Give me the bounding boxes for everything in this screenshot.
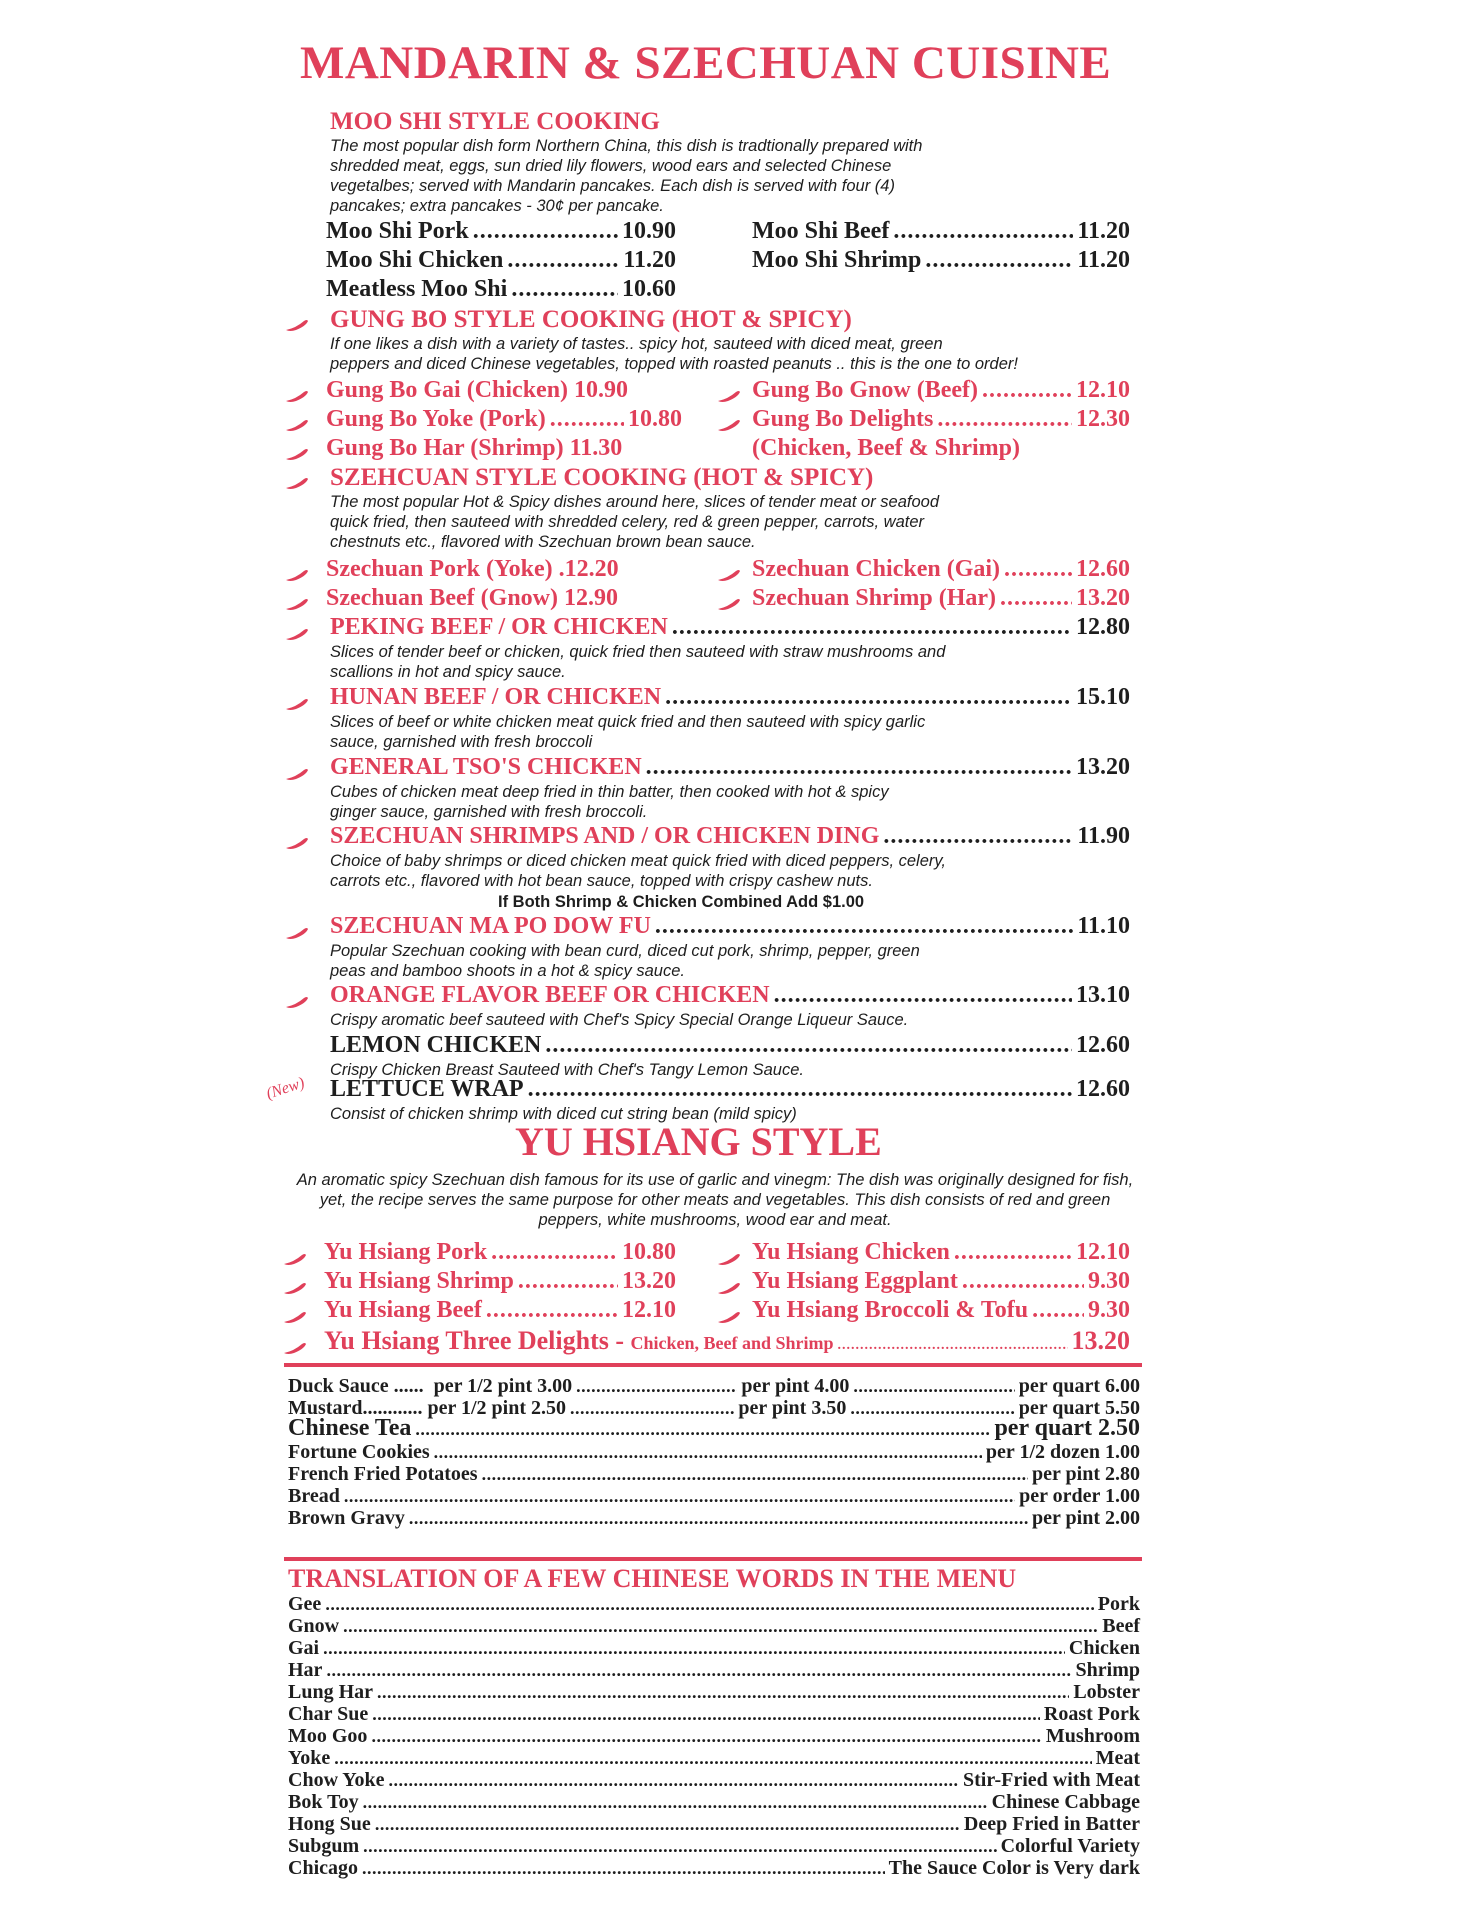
extra-row: Duck Sauce ...... per 1/2 pint 3.00 ..... per pint 4.00 ..... per quart 6.00 [288,1376,1140,1397]
menu-item [326,218,676,245]
item-name: SZECHUAN SHRIMPS AND / OR CHICKEN DING [330,823,880,849]
translation-row [288,1770,1140,1791]
item-price: 12.10 [1076,1239,1130,1265]
item-name: GENERAL TSO'S CHICKEN [330,754,642,780]
desc-line: If one likes a dish with a variety of tastes.. spicy hot, sauteed with diced meat, green [330,335,943,353]
extra-name: Bread [288,1485,340,1507]
desc-line: Crispy Chicken Breast Sauteed with Chef's Tangy Lemon Sauce. [330,1061,804,1079]
szechuan-heading: SZEHCUAN STYLE COOKING (HOT & SPICY) [330,464,874,491]
item-price: 13.20 [1071,1326,1130,1355]
menu-item [330,823,1130,850]
item-price: 11.20 [1077,218,1130,244]
chinese-word: Bok Toy [288,1791,359,1813]
desc-line: pancakes; extra pancakes - 30¢ per pancake. [330,197,664,215]
hot-pepper-icon [716,1252,742,1266]
item-name: Yu Hsiang Chicken [752,1239,950,1265]
extra-price: per pint 2.00 [1032,1507,1140,1529]
gung-bo-delights-note: (Chicken, Beef & Shrimp) [752,435,1020,461]
hot-pepper-icon [716,568,742,582]
item-price: 13.10 [1076,982,1130,1008]
item-desc [330,712,925,752]
item-desc [330,851,946,891]
moo-shi-heading: MOO SHI STYLE COOKING [330,108,660,135]
item-name: Yu Hsiang Eggplant [752,1268,958,1294]
word-meaning: Shrimp [1075,1659,1140,1681]
translation-row [288,1792,1140,1813]
hot-pepper-icon [284,767,310,781]
item-name: Gung Bo Delights [752,406,934,432]
menu-item [330,684,1130,711]
word-meaning: Pork [1097,1593,1140,1615]
translation-row [288,1594,1140,1615]
menu-item [752,247,1130,274]
hot-pepper-icon [284,627,310,641]
word-meaning: Roast Pork [1043,1703,1140,1725]
item-price: 12.30 [1076,406,1130,432]
desc-line: carrots etc., flavored with hot bean sauce, topped with crispy cashew nuts. [330,872,873,890]
hot-pepper-icon [284,389,310,403]
chinese-word: Char Sue [288,1703,369,1725]
gung-bo-desc [330,334,1018,374]
item-name: Yu Hsiang Three Delights - [324,1326,625,1355]
item-price: 10.60 [622,276,676,302]
item-name: LETTUCE WRAP [330,1076,524,1102]
desc-line: Slices of tender beef or chicken, quick fried then sauteed with straw mushrooms and [330,643,946,661]
word-meaning: Beef [1102,1615,1140,1637]
hot-pepper-icon [716,418,742,432]
item-desc [330,1010,908,1030]
extra-name: Fortune Cookies [288,1441,430,1463]
combined-note: If Both Shrimp & Chicken Combined Add $1.00 [498,893,865,911]
chinese-word: Yoke [288,1747,331,1769]
chinese-word: Gai [288,1637,320,1659]
chinese-word: Har [288,1659,323,1681]
item-price: 10.90 [622,218,676,244]
item-price: 10.80 [622,1239,676,1265]
item-name: HUNAN BEEF / OR CHICKEN [330,684,662,710]
menu-item [330,1076,1130,1103]
extra-name: Mustard [288,1397,363,1419]
hot-pepper-icon [282,1281,308,1295]
item-desc [330,642,945,682]
extra-name: French Fried Potatoes [288,1463,478,1485]
menu-item [326,585,682,612]
desc-line: sauce, garnished with fresh broccoli [330,733,593,751]
desc-line: shredded meat, eggs, sun dried lily flowers, wood ears and selected Chinese [330,157,892,175]
item-name: Szechuan Beef (Gnow) [326,585,558,611]
new-badge: (New) [264,1074,307,1103]
extra-price: per order 1.00 [1019,1485,1140,1507]
hot-pepper-icon [284,568,310,582]
menu-item [326,247,676,274]
extra-price: per 1/2 dozen 1.00 [985,1441,1140,1463]
hot-pepper-icon [284,476,310,490]
chinese-word: Gee [288,1593,322,1615]
item-name: Gung Bo Gai (Chicken) [326,377,569,403]
hot-pepper-icon [284,836,310,850]
chinese-word: Subgum [288,1835,360,1857]
item-name: Moo Shi Beef [752,218,890,244]
hot-pepper-icon [284,318,310,332]
menu-item [752,1268,1130,1295]
item-price: 12.90 [563,585,618,611]
menu-item [326,406,682,433]
yu-hsiang-heading: YU HSIANG STYLE [515,1119,882,1164]
item-price: 9.30 [1088,1268,1130,1294]
item-price: 12.60 [1076,1076,1130,1102]
menu-item [752,1297,1130,1324]
hot-pepper-icon [284,926,310,940]
menu-item [324,1326,1130,1356]
hot-pepper-icon [284,697,310,711]
menu-item [752,218,1130,245]
item-price: 15.10 [1076,684,1130,710]
item-price: 12.60 [1076,556,1130,582]
item-price: 12.20 [564,556,619,582]
extra-row [288,1464,1140,1485]
item-name: LEMON CHICKEN [330,1032,542,1058]
word-meaning: Mushroom [1045,1725,1140,1747]
translation-row [288,1748,1140,1769]
desc-line: Crispy aromatic beef sauteed with Chef's Spicy Special Orange Liqueur Sauce. [330,1011,909,1029]
szechuan-desc [330,492,939,552]
word-meaning: Colorful Variety [1000,1835,1140,1857]
item-desc [330,782,889,822]
item-name: Meatless Moo Shi [326,276,508,302]
item-name: Yu Hsiang Shrimp [324,1268,514,1294]
menu-item [324,1297,676,1324]
item-name: Yu Hsiang Beef [324,1297,482,1323]
item-price: 9.30 [1088,1297,1130,1323]
chinese-word: Chicago [288,1857,358,1879]
divider [284,1363,1142,1367]
chinese-word: Hong Sue [288,1813,371,1835]
hot-pepper-icon [282,1310,308,1324]
translation-heading: TRANSLATION OF A FEW CHINESE WORDS IN THE MENU [288,1564,1017,1593]
extra-row: Mustard ............ per 1/2 pint 2.50 ..... per pint 3.50 ..... per quart 5.50 [288,1398,1140,1419]
desc-line: peppers and diced Chinese vegetables, topped with roasted peanuts .. this is the one to order! [330,355,1018,373]
extra-price: per pint 4.00 [741,1375,850,1397]
gung-bo-heading: GUNG BO STYLE COOKING (HOT & SPICY) [330,306,852,333]
item-name: Szechuan Pork (Yoke) [326,556,553,582]
translation-row [288,1682,1140,1703]
hot-pepper-icon [716,1310,742,1324]
word-meaning: Deep Fried in Batter [963,1813,1140,1835]
hot-pepper-icon [716,597,742,611]
desc-line: vegetalbes; served with Mandarin pancakes. Each dish is served with four (4) [330,177,895,195]
menu-item [324,1268,676,1295]
menu-item [330,754,1130,781]
extra-price: per 1/2 pint 3.00 [433,1375,573,1397]
extra-row [288,1442,1140,1463]
hot-pepper-icon [282,1252,308,1266]
item-price: 13.20 [622,1268,676,1294]
item-name: Yu Hsiang Broccoli & Tofu [752,1297,1029,1323]
extra-row [288,1508,1140,1529]
desc-line: ginger sauce, garnished with fresh broccoli. [330,803,648,821]
hot-pepper-icon [282,1341,308,1355]
desc-line: Popular Szechuan cooking with bean curd, diced cut pork, shrimp, pepper, green [330,942,920,960]
item-name: Szechuan Shrimp (Har) [752,585,997,611]
menu-item: Szechuan Pork (Yoke) . 12.20 [326,556,619,582]
item-name: Moo Shi Chicken [326,247,504,273]
item-price: 12.10 [622,1297,676,1323]
item-price: 11.30 [569,435,623,461]
menu-item [752,377,1130,404]
menu-item [326,276,676,303]
extra-price: per quart 6.00 [1018,1375,1141,1397]
extra-price: per quart 5.50 [1018,1397,1141,1419]
extra-row [288,1486,1140,1507]
item-price: 11.20 [1077,247,1130,273]
item-name: Moo Shi Shrimp [752,247,922,273]
hot-pepper-icon [716,389,742,403]
translation-row [288,1616,1140,1637]
word-meaning: Chinese Cabbage [991,1791,1140,1813]
chinese-word: Chow Yoke [288,1769,385,1791]
translation-row [288,1836,1140,1857]
desc-line: peas and bamboo shoots in a hot & spicy sauce. [330,962,685,980]
hot-pepper-icon [716,1281,742,1295]
yu-hsiang-desc: An aromatic spicy Szechuan dish famous for its use of garlic and vinegm: The dish was originally designed for fish, yet, the recipe serves the same purpose for other meats and vegetables. This dish consists of red and green peppers, white mushrooms, wood ear and meat. [296,1171,1134,1229]
extra-name: Duck Sauce [288,1375,389,1397]
item-name: Gung Bo Yoke (Pork) [326,406,546,432]
item-price: 13.20 [1076,585,1130,611]
item-desc [330,941,920,981]
word-meaning: Lobster [1073,1681,1140,1703]
desc-line: Cubes of chicken meat deep fried in thin batter, then cooked with hot & spicy [330,783,889,801]
item-price: 11.90 [1077,823,1130,849]
extra-name: Brown Gravy [288,1507,405,1529]
item-price: 12.60 [1076,1032,1130,1058]
item-price: 11.20 [623,247,676,273]
menu-item [330,1032,1130,1059]
item-name: Gung Bo Gnow (Beef) [752,377,979,403]
hot-pepper-icon [284,995,310,1009]
item-price: 13.20 [1076,754,1130,780]
item-price: 11.10 [1077,913,1130,939]
extra-price: per 1/2 pint 2.50 [427,1397,566,1419]
menu-item [752,406,1130,433]
chinese-word: Moo Goo [288,1725,368,1747]
hot-pepper-icon [284,597,310,611]
translation-row [288,1858,1140,1879]
item-price: 12.10 [1076,377,1130,403]
moo-shi-desc [330,136,922,216]
word-meaning: Meat [1095,1747,1140,1769]
translation-row [288,1638,1140,1659]
page-title: MANDARIN & SZECHUAN CUISINE [300,37,1112,89]
translation-row [288,1814,1140,1835]
extra-price: per pint 3.50 [738,1397,847,1419]
item-sub: Chicken, Beef and Shrimp [630,1333,834,1353]
item-name: Gung Bo Har (Shrimp) [326,435,564,461]
item-name: Moo Shi Pork [326,218,469,244]
chinese-word: Gnow [288,1615,340,1637]
desc-line: quick fried, then sauteed with shredded celery, red & green pepper, carrots, water [330,513,925,531]
menu-item [330,913,1130,940]
divider [284,1557,1142,1561]
item-name: Szechuan Chicken (Gai) [752,556,1001,582]
menu-item [326,435,682,462]
menu-item [330,982,1130,1009]
item-name: ORANGE FLAVOR BEEF OR CHICKEN [330,982,770,1008]
desc-line: Choice of baby shrimps or diced chicken meat quick fried with diced peppers, celery, [330,852,946,870]
translation-row [288,1726,1140,1747]
desc-line: Slices of beef or white chicken meat quick fried and then sauteed with spicy garlic [330,713,926,731]
menu-item [330,614,1130,641]
menu-item [752,585,1130,612]
menu-item [326,377,682,404]
extra-price: per quart 2.50 [994,1415,1140,1441]
extra-row [288,1415,1140,1441]
desc-line: Consist of chicken shrimp with diced cut string bean (mild spicy) [330,1105,797,1123]
item-name: Yu Hsiang Pork [324,1239,488,1265]
item-name: PEKING BEEF / OR CHICKEN [330,614,668,640]
desc-line: The most popular Hot & Spicy dishes around here, slices of tender meat or seafood [330,493,939,511]
menu-item [752,556,1130,583]
item-name: SZECHUAN MA PO DOW FU [330,913,651,939]
desc-line: The most popular dish form Northern China, this dish is tradtionally prepared with [330,137,923,155]
chinese-word: Lung Har [288,1681,374,1703]
word-meaning: Chicken [1068,1637,1140,1659]
hot-pepper-icon [284,418,310,432]
extra-price: per pint 2.80 [1032,1463,1140,1485]
menu-item [752,1239,1130,1266]
desc-line: scallions in hot and spicy sauce. [330,663,566,681]
menu-item [324,1239,676,1266]
translation-row [288,1704,1140,1725]
item-price: 10.80 [628,406,682,432]
extra-name: Chinese Tea [288,1415,412,1441]
hot-pepper-icon [284,447,310,461]
item-price: 12.80 [1076,614,1130,640]
item-price: 10.90 [574,377,629,403]
desc-line: chestnuts etc., flavored with Szechuan brown bean sauce. [330,533,756,551]
word-meaning: The Sauce Color is Very dark [888,1857,1140,1879]
translation-row [288,1660,1140,1681]
word-meaning: Stir-Fried with Meat [963,1769,1140,1791]
